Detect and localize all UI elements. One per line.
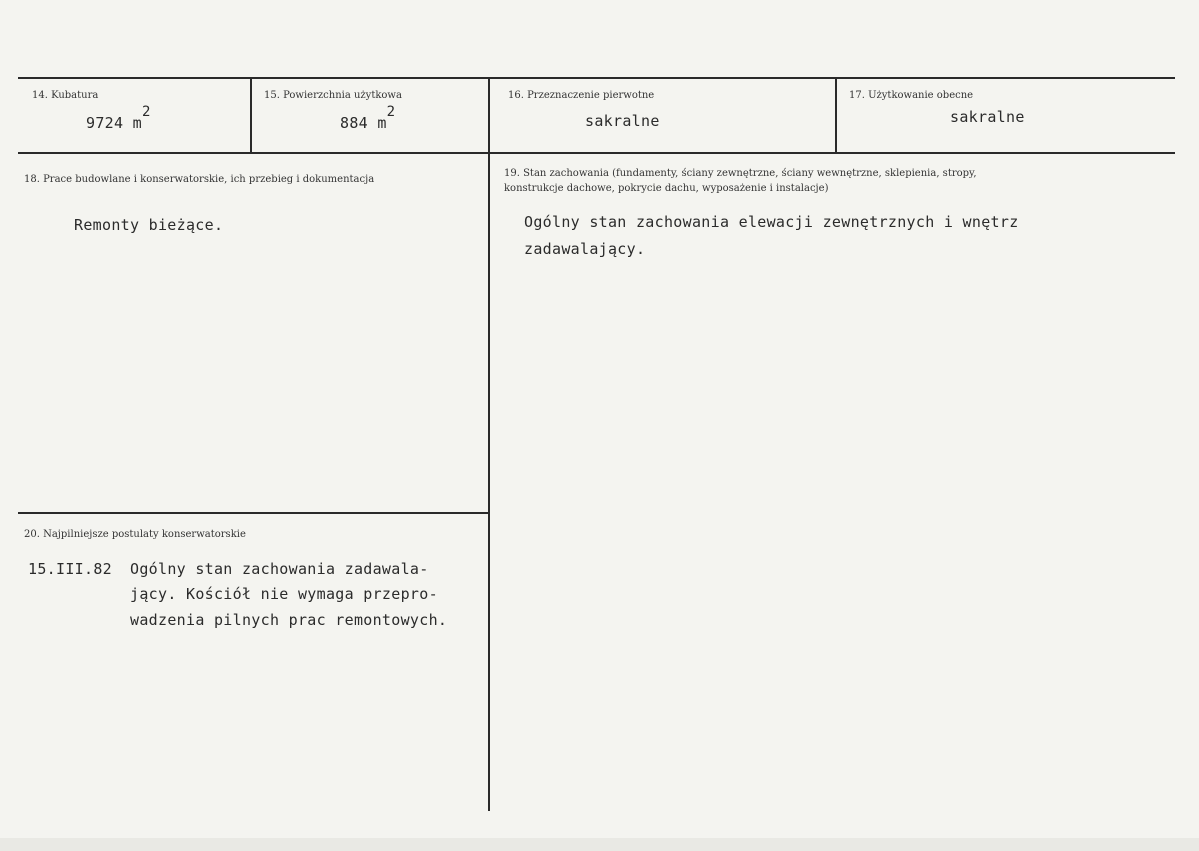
field-14-number: 9724 m xyxy=(86,114,142,132)
field-14-superscript: 2 xyxy=(142,104,151,120)
field-14-label: 14. Kubatura xyxy=(32,90,99,101)
field-15-superscript: 2 xyxy=(386,104,396,120)
field-16-value: sakralne xyxy=(585,112,660,130)
field-16-label: 16. Przeznaczenie pierwotne xyxy=(508,90,655,101)
top-rule xyxy=(18,77,1175,79)
field-20-value-line3: wadzenia pilnych prac remontowych. xyxy=(130,611,448,629)
field-18-value: Remonty bieżące. xyxy=(74,216,224,234)
field-18-label: 18. Prace budowlane i konserwatorskie, ich przebieg i dokumentacja xyxy=(24,174,375,185)
field-15-label: 15. Powierzchnia użytkowa xyxy=(264,90,402,101)
field-19-value-line2: zadawalający. xyxy=(524,240,646,258)
field-14-value xyxy=(86,104,151,138)
row1-bottom-rule xyxy=(18,152,1175,154)
field-20-value-line1: Ogólny stan zachowania zadawala- xyxy=(130,560,429,578)
field-17-label: 17. Użytkowanie obecne xyxy=(849,90,974,101)
field-20-date: 15.III.82 xyxy=(28,560,112,578)
card-bottom-edge xyxy=(0,838,1199,851)
divider-14-15 xyxy=(250,78,252,153)
field-19-label-line1: 19. Stan zachowania (fundamenty, ściany zewnętrzne, ściany wewnętrzne, sklepienia, stropy, xyxy=(504,168,977,179)
field-19-label-line2: konstrukcje dachowe, pokrycie dachu, wyposażenie i instalacje) xyxy=(504,183,829,194)
field-15-value xyxy=(340,104,396,138)
field-20-value-line2: jący. Kościół nie wymaga przepro- xyxy=(130,585,438,603)
section20-top-rule xyxy=(18,512,488,514)
divider-center xyxy=(488,78,490,811)
divider-16-17 xyxy=(835,78,837,153)
field-20-label: 20. Najpilniejsze postulaty konserwatorskie xyxy=(24,529,246,540)
field-15-number: 884 m xyxy=(340,114,387,132)
field-19-value-line1: Ogólny stan zachowania elewacji zewnętrznych i wnętrz xyxy=(524,213,1019,231)
field-17-value: sakralne xyxy=(950,108,1025,126)
